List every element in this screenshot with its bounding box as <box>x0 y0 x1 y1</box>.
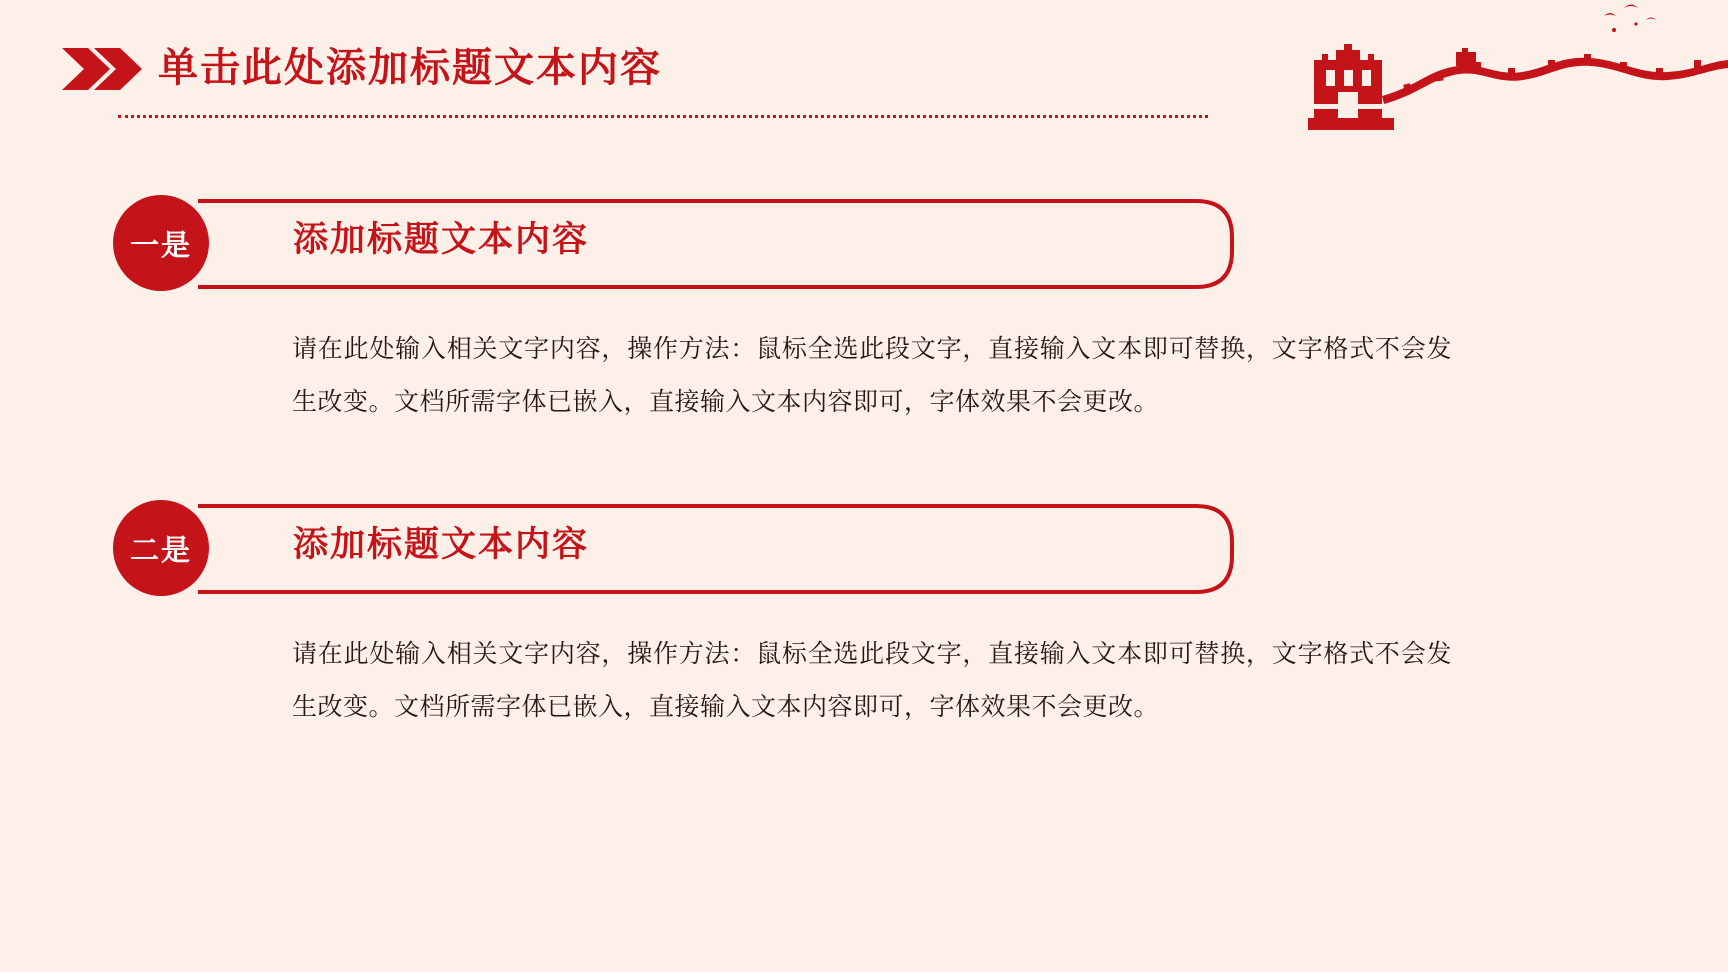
block-title: 添加标题文本内容 <box>293 525 590 564</box>
slide-header <box>0 0 1728 140</box>
double-chevron-right-icon <box>62 48 142 90</box>
block-body: 请在此处输入相关文字内容，操作方法：鼠标全选此段文字，直接输入文本即可替换，文字格式不会发生改变。文档所需字体已嵌入，直接输入文本内容即可，字体效果不会更改。 <box>292 641 1452 721</box>
block-title: 添加标题文本内容 <box>293 220 590 259</box>
block-badge: 一是 <box>113 195 209 291</box>
great-wall-illustration <box>1308 0 1728 135</box>
block-body: 请在此处输入相关文字内容，操作方法：鼠标全选此段文字，直接输入文本即可替换，文字格式不会发生改变。文档所需字体已嵌入，直接输入文本内容即可，字体效果不会更改。 <box>292 336 1452 416</box>
block-badge: 二是 <box>113 500 209 596</box>
header-divider <box>118 115 1208 118</box>
page-title: 单击此处添加标题文本内容 <box>158 45 662 90</box>
